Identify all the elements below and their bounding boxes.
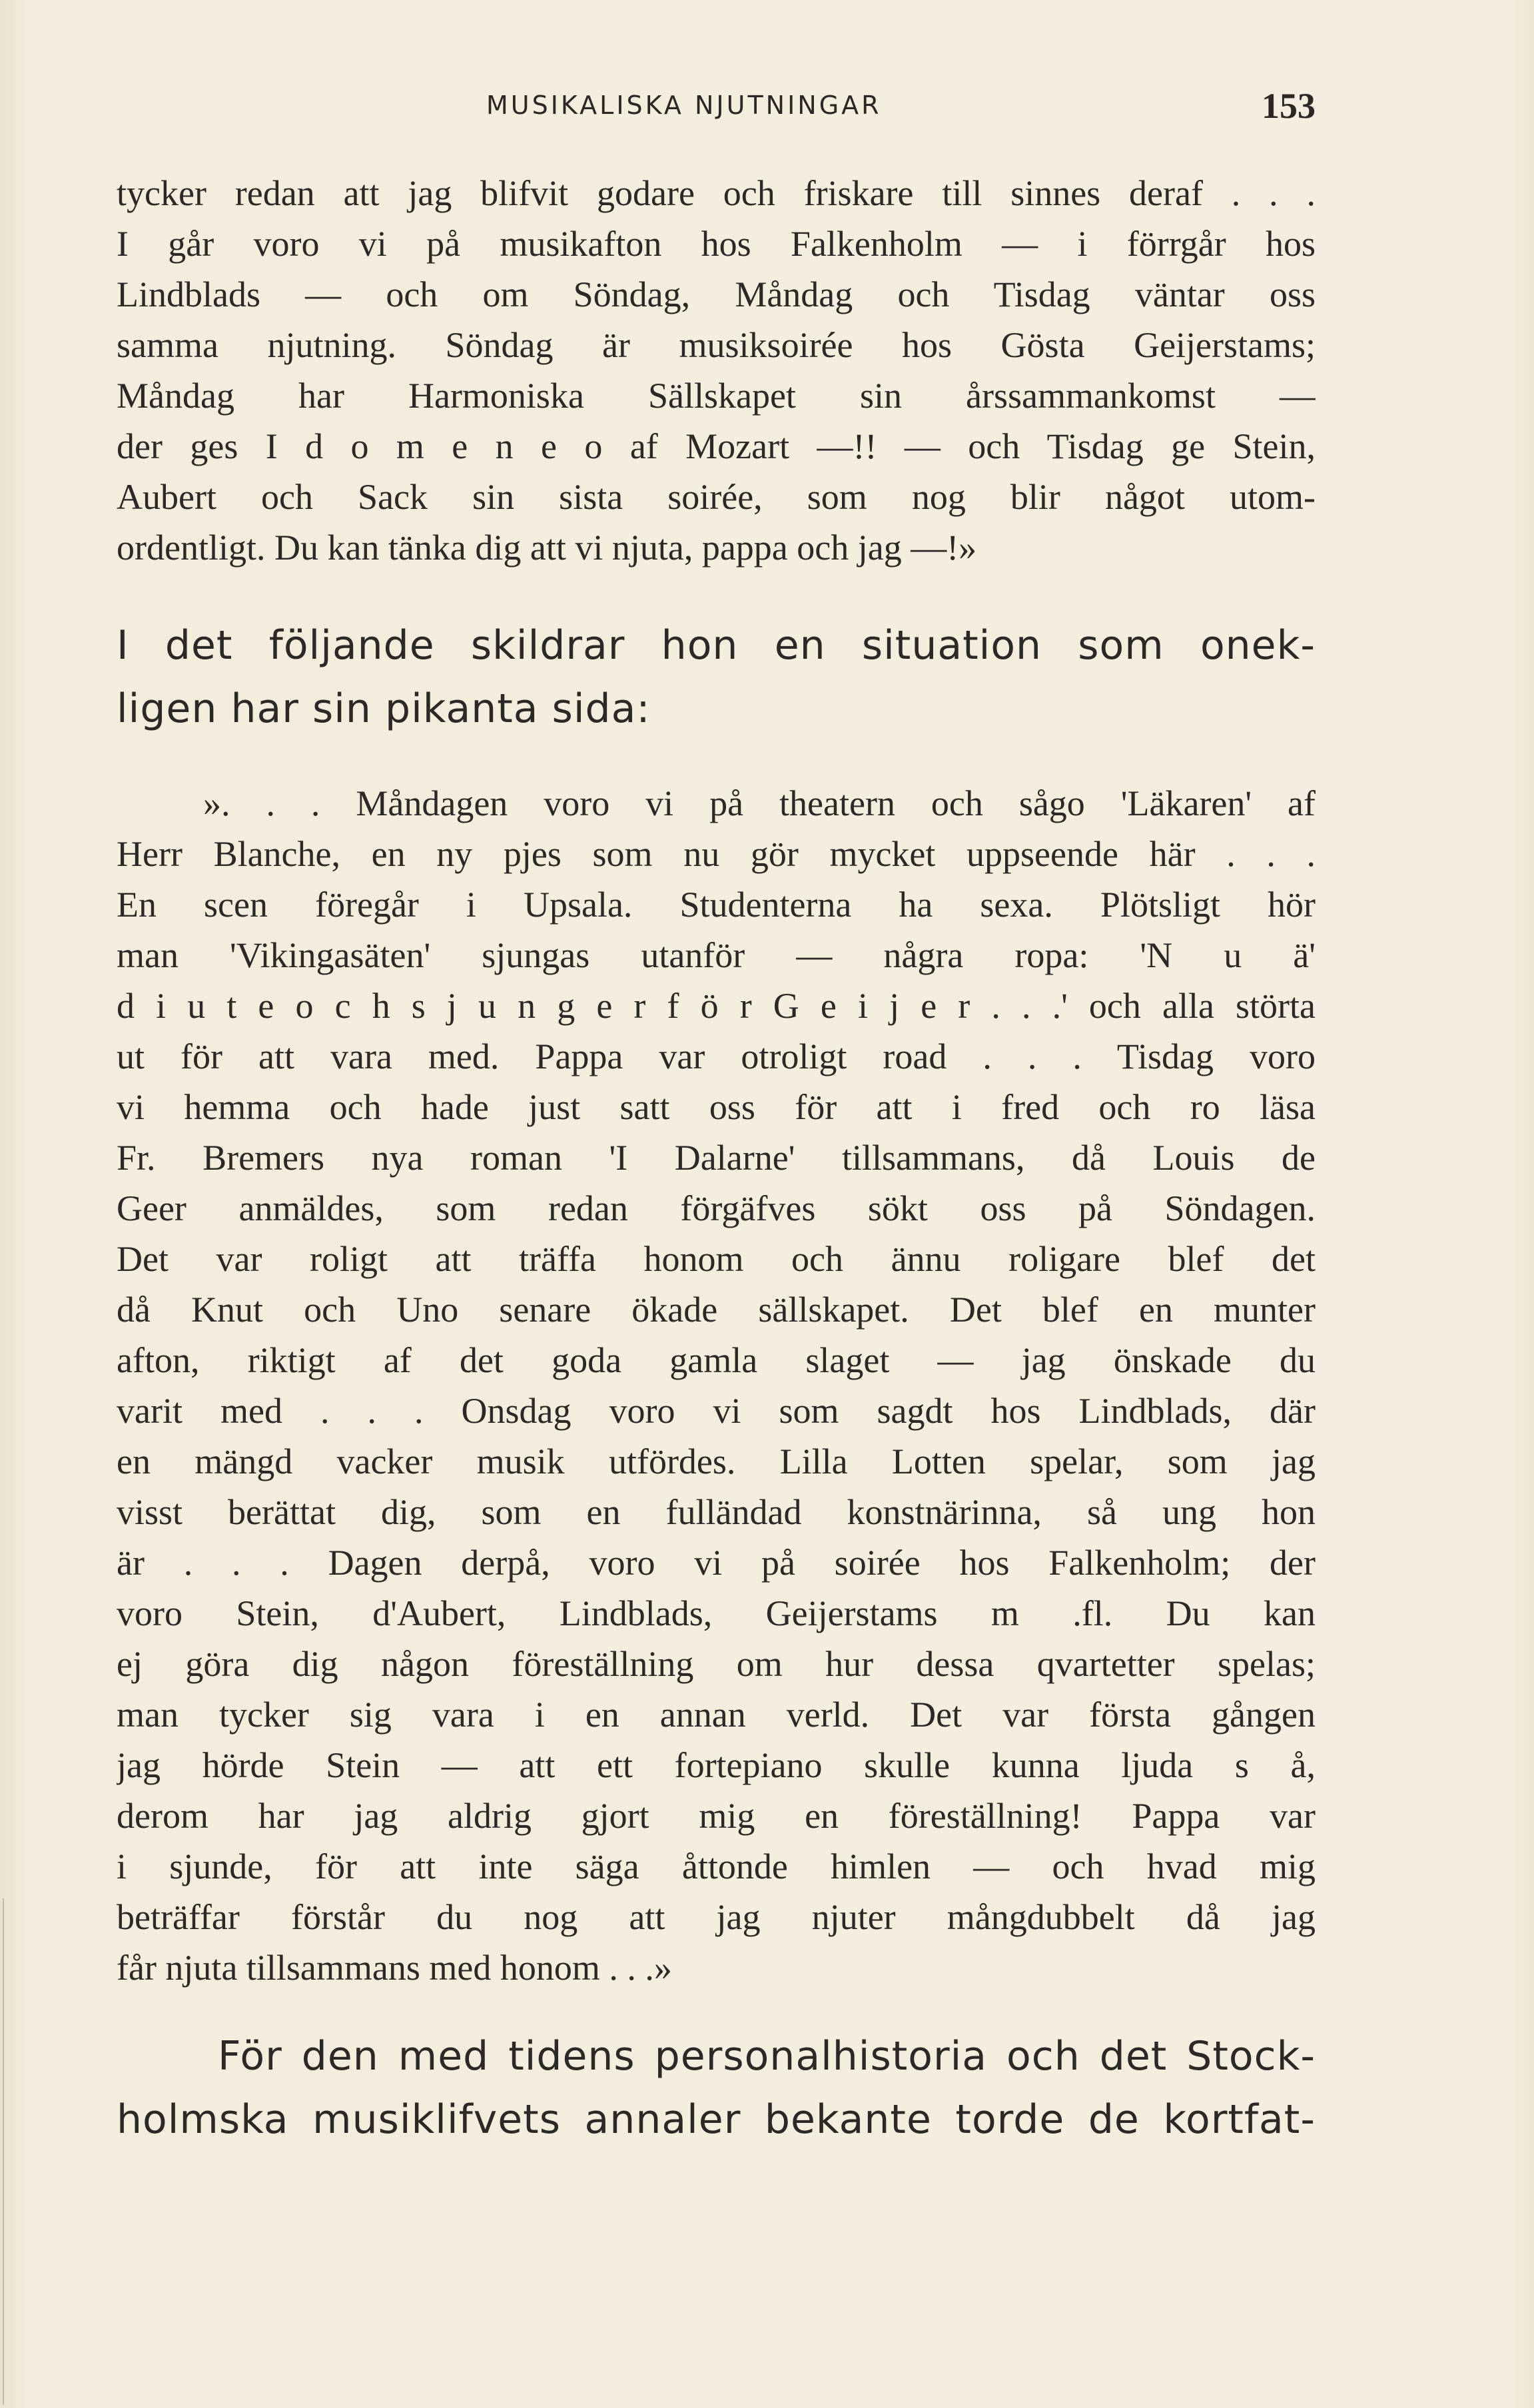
- text-line: jag hörde Stein — att ett fortepiano skulle kunna ljuda s å,: [117, 1745, 1316, 1785]
- text-line: i sjunde, för att inte säga åttonde himlen — och hvad mig: [117, 1846, 1316, 1886]
- text-line: Fr. Bremers nya roman 'I Dalarne' tillsammans, då Louis de: [117, 1138, 1316, 1178]
- text-line: Herr Blanche, en ny pjes som nu gör mycket uppseende här . . .: [117, 834, 1316, 874]
- text-line: en mängd vacker musik utfördes. Lilla Lotten spelar, som jag: [117, 1441, 1316, 1481]
- text-line: d i u t e o c h s j u n g e r f ö r G e i j e r . . .' och alla störta: [117, 986, 1316, 1026]
- text-line: derom har jag aldrig gjort mig en föreställning! Pappa var: [117, 1796, 1316, 1836]
- narrative-paragraph: [117, 614, 1316, 741]
- text-line: tycker redan att jag blifvit godare och friskare till sinnes deraf . . .: [117, 173, 1316, 213]
- text-line: Det var roligt att träffa honom och ännu roligare blef det: [117, 1239, 1316, 1279]
- text-line: ». . . Måndagen voro vi på theatern och sågo 'Läkaren' af: [203, 783, 1316, 823]
- text-line: beträffar förstår du nog att jag njuter mångdubbelt då jag: [117, 1897, 1316, 1937]
- text-line: ut för att vara med. Pappa var otroligt road . . . Tisdag voro: [117, 1036, 1316, 1076]
- text-line: Måndag har Harmoniska Sällskapet sin årssammankomst —: [117, 376, 1316, 416]
- text-line: ordentligt. Du kan tänka dig att vi njuta, pappa och jag —!»: [117, 528, 977, 568]
- page-header: [117, 85, 1316, 125]
- text-line: ej göra dig någon föreställning om hur dessa qvartetter spelas;: [117, 1644, 1316, 1684]
- narrative-paragraph: [117, 2025, 1316, 2152]
- text-line: varit med . . . Onsdag voro vi som sagdt hos Lindblads, där: [117, 1391, 1316, 1431]
- page-edge-shadow: [3, 1898, 8, 2405]
- text-line: voro Stein, d'Aubert, Lindblads, Geijerstams m .fl. Du kan: [117, 1593, 1316, 1633]
- text-line: I går voro vi på musikafton hos Falkenholm — i förrgår hos: [117, 224, 1316, 264]
- text-line: man 'Vikingasäten' sjungas utanför — några ropa: 'N u ä': [117, 935, 1316, 975]
- text-line: Aubert och Sack sin sista soirée, som nog blir något utom-: [117, 477, 1316, 517]
- text-line: Lindblads — och om Söndag, Måndag och Tisdag väntar oss: [117, 274, 1316, 314]
- page-number: 153: [1262, 86, 1316, 126]
- text-line: får njuta tillsammans med honom . . .»: [117, 1948, 672, 1988]
- letter-paragraph-continued: [117, 168, 1316, 573]
- text-line: då Knut och Uno senare ökade sällskapet. Det blef en munter: [117, 1290, 1316, 1330]
- text-line: samma njutning. Söndag är musiksoirée hos Gösta Geijerstams;: [117, 325, 1316, 365]
- text-line: ligen har sin pikanta sida:: [117, 685, 651, 732]
- text-line: är . . . Dagen derpå, voro vi på soirée hos Falkenholm; der: [117, 1543, 1316, 1583]
- text-line: vi hemma och hade just satt oss för att i fred och ro läsa: [117, 1087, 1316, 1127]
- text-line: För den med tidens personalhistoria och det Stock-: [218, 2033, 1316, 2080]
- text-line: Geer anmäldes, som redan förgäfves sökt oss på Söndagen.: [117, 1188, 1316, 1228]
- text-line: der ges I d o m e n e o af Mozart —!! — och Tisdag ge Stein,: [117, 426, 1316, 466]
- letter-quote-paragraph: [117, 778, 1316, 1993]
- text-line: holmska musiklifvets annaler bekante torde de kortfat-: [117, 2096, 1316, 2143]
- text-line: afton, riktigt af det goda gamla slaget — jag önskade du: [117, 1340, 1316, 1380]
- text-line: man tycker sig vara i en annan verld. Det var första gången: [117, 1695, 1316, 1735]
- text-line: visst berättat dig, som en fulländad konstnärinna, så ung hon: [117, 1492, 1316, 1532]
- running-head: MUSIKALISKA NJUTNINGAR: [486, 91, 882, 120]
- text-line: En scen föregår i Upsala. Studenterna ha sexa. Plötsligt hör: [117, 885, 1316, 925]
- text-line: I det följande skildrar hon en situation som onek-: [117, 622, 1316, 669]
